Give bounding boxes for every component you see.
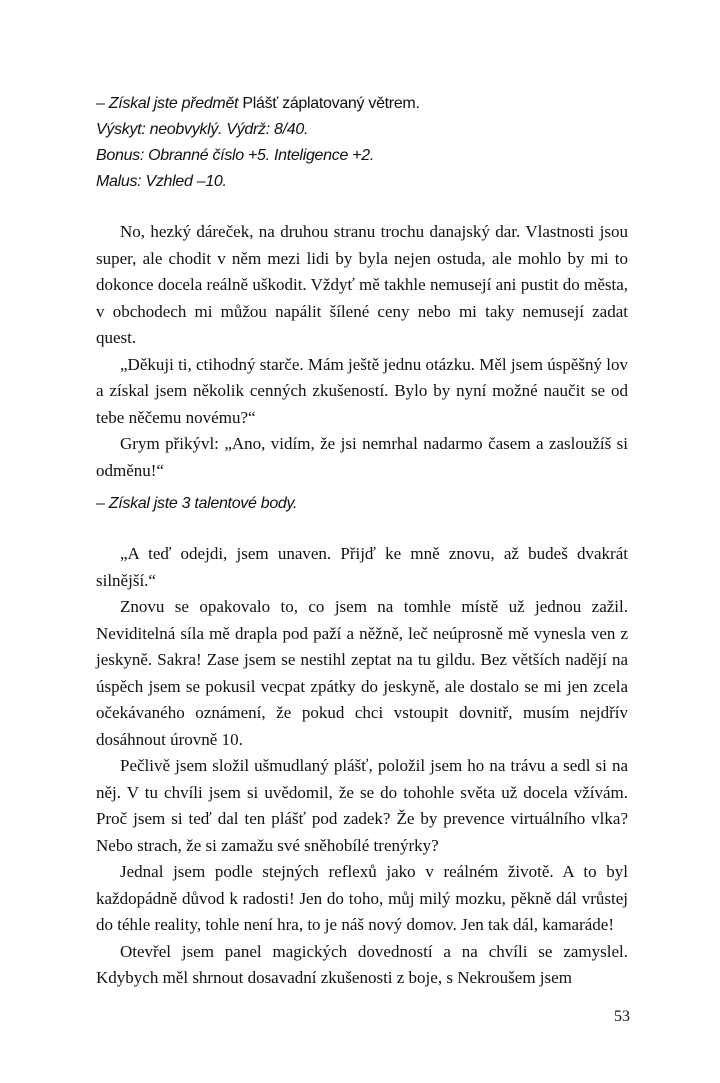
prose-block-2 [96, 541, 628, 992]
talent-points-notice [96, 491, 636, 517]
page-number: 53 [614, 1008, 630, 1025]
item-acquired-line [96, 91, 636, 117]
paragraph: Znovu se opakovalo to, co jsem na tomhle místě už jednou zažil. Neviditelná síla mě drapla pod paží a něžně, leč neúprosně mě vynesla ven z jeskyně. Sakra! Zase jsem se nestihl zeptat na tu gildu. Bez větších nadějí na úspěch jsem se pokusil vecpat zpátky do jeskyně, ale dostalo se mi jen zcela očekávaného oznámení, že pokud chci vstoupit dovnitř, musím nejdřív dosáhnout úrovně 10. [96, 597, 628, 749]
paragraph: Jednal jsem podle stejných reflexů jako v reálném životě. A to byl každopádně důvod k radosti! Jen do toho, můj milý mozku, pěkně dál vrůstej do téhle reality, tohle není hra, to je náš nový domov. Jen tak dál, kamaráde! [96, 862, 628, 934]
paragraph: Pečlivě jsem složil ušmudlaný plášť, položil jsem ho na trávu a sedl si na něj. V tu chvíli jsem si uvědomil, že se do tohohle světa už docela vžívám. Proč jsem si teď dal ten plášť pod zadek? Že by prevence virtuálního vlka? Nebo strach, že si zamažu své sněhobílé trenýrky? [96, 756, 628, 855]
item-occurrence-line: Výskyt: neobvyklý. Výdrž: 8/40. [96, 121, 309, 138]
item-malus-line: Malus: Vzhled –10. [96, 173, 227, 190]
paragraph: Otevřel jsem panel magických dovedností a na chvíli se zamyslel. Kdybych měl shrnout dosavadní zkušenosti z boje, s Nekroušem jsem [96, 941, 628, 987]
paragraph: Grym přikývl: „Ano, vidím, že jsi nemrhal nadarmo časem a zasloužíš si odměnu!“ [96, 434, 628, 480]
paragraph: „A teď odejdi, jsem unaven. Přijď ke mně znovu, až budeš dvakrát silnější.“ [96, 544, 628, 590]
talent-points-line: – Získal jste 3 talentové body. [96, 495, 298, 512]
paragraph: „Děkuji ti, ctihodný starče. Mám ještě jednu otázku. Měl jsem úspěšný lov a získal jsem několik cenných zkušeností. Bylo by nyní možné naučit se od tebe něčemu novému?“ [96, 354, 628, 427]
item-acquired-prefix: – Získal jste předmět [96, 95, 239, 112]
item-name: Plášť záplatovaný větrem. [242, 95, 420, 112]
item-bonus-line: Bonus: Obranné číslo +5. Inteligence +2. [96, 147, 374, 164]
prose-block-1 [96, 219, 628, 484]
paragraph: No, hezký dáreček, na druhou stranu trochu danajský dar. Vlastnosti jsou super, ale chodit v něm mezi lidi by byla nejen ostuda, ale mohlo by mi to dokonce docela reálně uškodit. Vždyť mě takhle nemusejí ani pustit do města, v obchodech mi můžou napálit šílené ceny nebo mi taky nemusejí zadat quest. [96, 222, 628, 347]
item-acquired-notice [96, 91, 636, 195]
